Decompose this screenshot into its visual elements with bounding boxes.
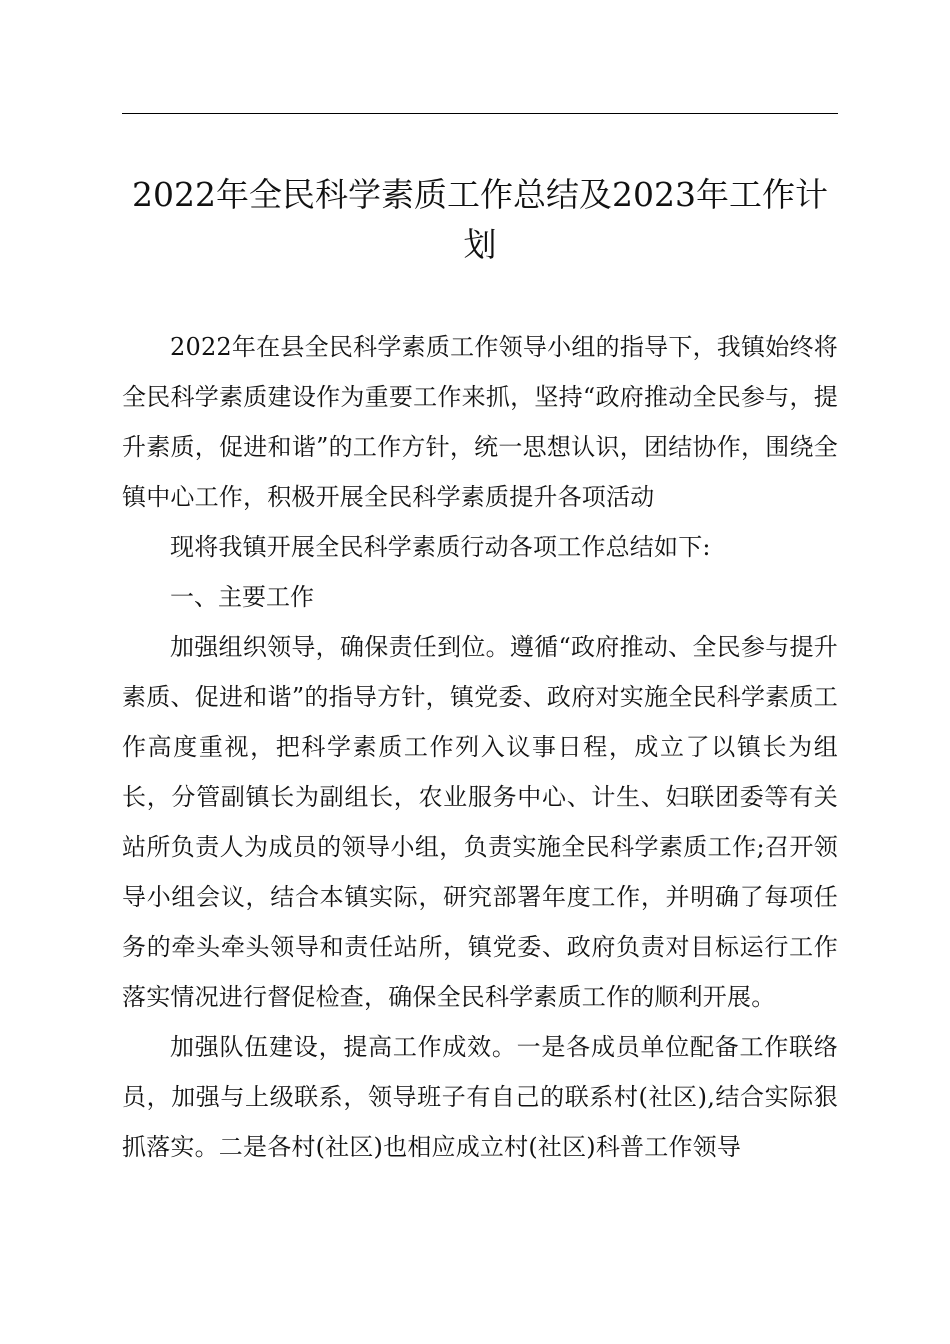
paragraph-organization: 加强组织领导，确保责任到位。遵循“政府推动、全民参与提升素质、促进和谐”的指导方针，镇党委、政府对实施全民科学素质工作高度重视，把科学素质工作列入议事日程，成立了以镇长为组长，分管副镇长为副组长，农业服务中心、计生、妇联团委等有关站所负责人为成员的领导小组，负责实施全民科学素质工作;召开领导小组会议，结合本镇实际，研究部署年度工作，并明确了每项任务的牵头牵头领导和责任站所，镇党委、政府负责对目标运行工作落实情况进行督促检查，确保全民科学素质工作的顺利开展。 bbox=[122, 633, 838, 1011]
section-heading-main-work: 一、主要工作 bbox=[170, 583, 314, 611]
paragraph-intro: 2022年在县全民科学素质工作领导小组的指导下，我镇始终将全民科学素质建设作为重要工作来抓，坚持“政府推动全民参与，提升素质，促进和谐”的工作方针，统一思想认识，团结协作，围绕全镇中心工作，积极开展全民科学素质提升各项活动 bbox=[122, 333, 838, 511]
paragraph-summary-lead: 现将我镇开展全民科学素质行动各项工作总结如下: bbox=[170, 533, 711, 561]
header-rule bbox=[122, 113, 838, 114]
paragraph-team-building: 加强队伍建设，提高工作成效。一是各成员单位配备工作联络员，加强与上级联系，领导班子有自己的联系村(社区),结合实际狠抓落实。二是各村(社区)也相应成立村(社区)科普工作领导 bbox=[122, 1033, 838, 1161]
document-body bbox=[122, 322, 838, 1172]
document-title: 2022年全民科学素质工作总结及2023年工作计划 bbox=[132, 175, 828, 264]
